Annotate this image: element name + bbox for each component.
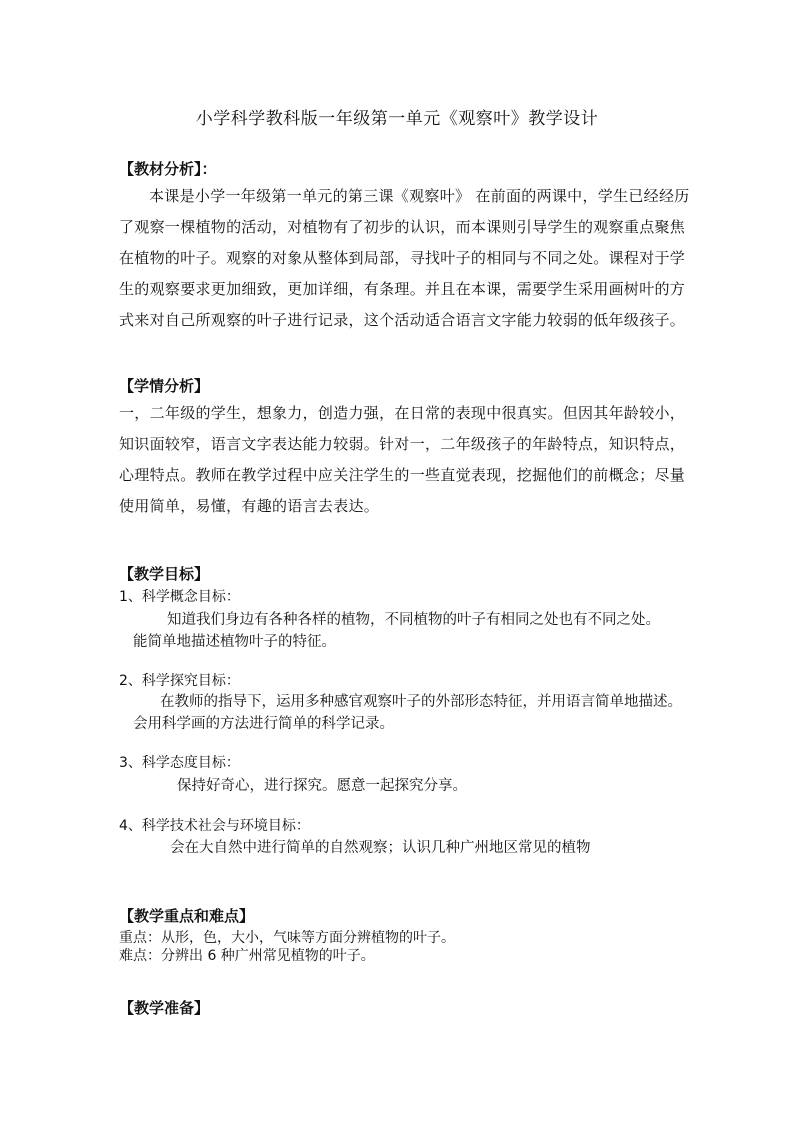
key-points-heading: 【教学重点和难点】	[119, 907, 255, 925]
student-analysis-paragraph	[119, 398, 719, 522]
objective-label-inquiry: 2、科学探究目标：	[119, 673, 240, 689]
document-title: 小学科学教科版一年级第一单元《观察叶》教学设计	[195, 109, 599, 129]
objective-label-society: 4、科学技术社会与环境目标：	[119, 818, 310, 834]
material-analysis-paragraph	[119, 181, 719, 336]
objective-text: 在教师的指导下，运用多种感官观察叶子的外部形态特征，并用语言简单地描述。	[160, 694, 682, 710]
paragraph-line: 心理特点。教师在教学过程中应关注学生的一些直觉表现，挖掘他们的前概念；尽量	[119, 466, 686, 484]
paragraph-line: 生的观察要求更加细致，更加详细，有条理。并且在本课，需要学生采用画树叶的方	[119, 280, 686, 298]
objective-label-concept: 1、科学概念目标：	[119, 589, 240, 605]
paragraph-line: 一，二年级的学生，想象力，创造力强，在日常的表现中很真实。但因其年龄较小，	[119, 404, 686, 422]
paragraph-line: 在植物的叶子。观察的对象从整体到局部，寻找叶子的相同与不同之处。课程对于学	[119, 249, 686, 267]
paragraph-line: 本课是小学一年级第一单元的第三课《观察叶》 在前面的两课中，学生已经经历	[149, 187, 690, 205]
paragraph-line: 了观察一棵植物的活动，对植物有了初步的认识，而本课则引导学生的观察重点聚焦	[119, 218, 686, 236]
objective-text: 知道我们身边有各种各样的植物，不同植物的叶子有相同之处也有不同之处。	[167, 612, 660, 628]
objectives-heading: 【教学目标】	[119, 565, 210, 583]
material-analysis-heading: 【教材分析】：	[119, 160, 217, 178]
objective-text: 会用科学画的方法进行简单的科学记录。	[133, 716, 394, 732]
objective-text: 能简单地描述植物叶子的特征。	[133, 634, 336, 650]
preparation-heading: 【教学准备】	[119, 999, 210, 1017]
objective-text: 会在大自然中进行简单的自然观察；认识几种广州地区常见的植物	[170, 840, 591, 856]
objective-label-attitude: 3、科学态度目标：	[119, 755, 240, 771]
paragraph-line: 式来对自己所观察的叶子进行记录，这个活动适合语言文字能力较弱的低年级孩子。	[119, 311, 686, 329]
paragraph-line: 知识面较窄，语言文字表达能力较弱。针对一，二年级孩子的年龄特点，知识特点，	[119, 435, 686, 453]
key-points-list	[119, 929, 455, 965]
paragraph-line: 使用简单，易懂，有趣的语言去表达。	[119, 497, 380, 515]
key-point-line: 重点：从形，色，大小，气味等方面分辨植物的叶子。	[119, 930, 455, 946]
student-analysis-heading: 【学情分析】	[119, 377, 210, 395]
objective-text: 保持好奇心，进行探究。愿意一起探究分享。	[177, 778, 467, 794]
difficult-point-line: 难点：分辨出 6 种广州常见植物的叶子。	[119, 948, 375, 964]
